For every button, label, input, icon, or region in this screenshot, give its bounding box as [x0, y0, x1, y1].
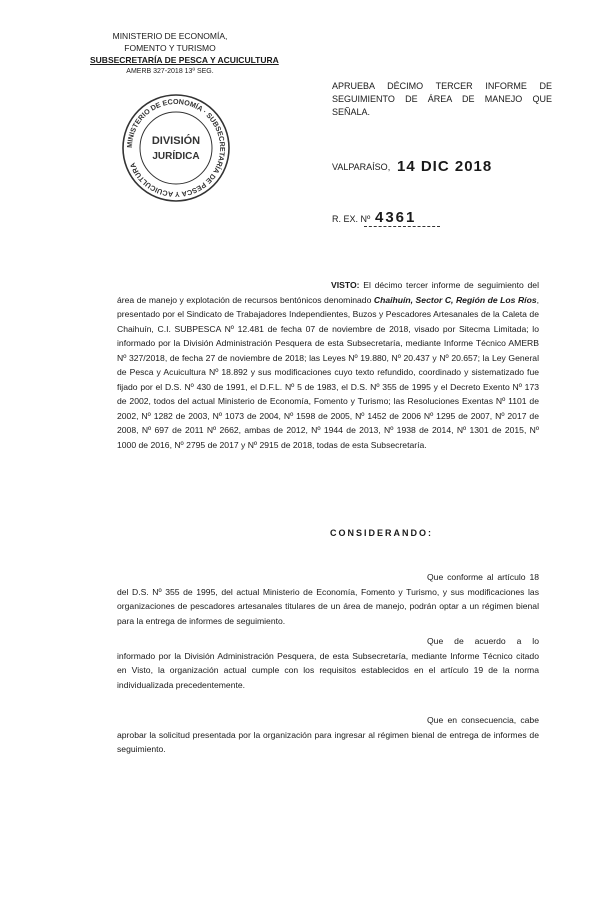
- visto-text-2: , presentado por el Sindicato de Trabajadores Independientes, Buzos y Pescadores Artesanales de la Caleta de Chaihuín, C.I. SUBPESCA Nº 12.481 de fecha 07 de noviembre de 2018, visado por Sitecma Limitada; lo informado por la División Administración Pesquera de esta Subsecretaría, mediante Informe Técnico AMERB Nº 327/2018, de fecha 27 de noviembre de 2018; las Leyes Nº 19.880, Nº 20.437 y Nº 20.657; la Ley General de Pesca y Acuicultura Nº 18.892 y sus modificaciones cuyo texto refundido, coordinado y sistematizado fue fijado por el D.S. Nº 430 de 1991, el D.F.L. Nº 5 de 1983, el D.S. Nº 355 de 1995 y el Decreto Exento Nº 173 de 2002, todos del actual Ministerio de Economía, Fomento y Turismo; las Resoluciones Exentas Nº 1101 de 2002, Nº 1282 de 2003, Nº 1073 de 2004, Nº 1598 de 2005, Nº 1452 de 2006 Nº 1295 de 2007, Nº 2017 de 2008, Nº 697 de 2011 Nº 2662, ambas de 2012, Nº 1944 de 2013, Nº 1938 de 2014, Nº 1301 de 2015, Nº 1000 de 2016, Nº 2795 de 2017 y Nº 2915 de 2018, todas de esta Subsecretaría.: [117, 294, 539, 450]
- considerando-heading: CONSIDERANDO:: [330, 528, 434, 538]
- reference-code: AMERB 327-2018 13º SEG.: [126, 68, 214, 75]
- visto-text-1: El décimo tercer informe de seguimiento del área de manejo y explotación de recursos bentónicos denominado: [117, 280, 539, 305]
- considerando-paragraph-2: Que de acuerdo a lo informado por la División Administración Pesquera, de esta Subsecretaría, mediante Informe Técnico citado en Visto, la organización actual cumple con los requisitos establecidos en el artículo 19 de la norma individualizada precedentemente.: [117, 636, 539, 690]
- rex-label: R. EX. Nº: [332, 214, 371, 224]
- date-stamp: 14 DIC 2018: [397, 158, 493, 175]
- title-line-1: APRUEBA DÉCIMO TERCER INFORME DE: [332, 81, 552, 91]
- resolution-title: [332, 80, 552, 119]
- title-line-2: SEGUIMIENTO DE ÁREA DE MANEJO QUE SEÑALA.: [332, 94, 552, 117]
- visto-label: VISTO:: [331, 280, 360, 290]
- stamp-ring-text: MINISTERIO DE ECONOMÍA · SUBSECRETARÍA DE PESCA Y ACUICULTURA: [124, 96, 228, 200]
- considerando-paragraph-3: Que en consecuencia, cabe aprobar la solicitud presentada por la organización para ingresar al régimen bienal de entrega de informes de seguimiento.: [117, 715, 539, 754]
- ministry-name-2: FOMENTO Y TURISMO: [124, 43, 216, 53]
- stamp-line-1: DIVISIÓN: [151, 135, 201, 147]
- rex-underline: [364, 226, 440, 227]
- place-label: VALPARAÍSO,: [332, 162, 391, 172]
- rex-number: 4361: [375, 209, 417, 226]
- area-name: Chaihuín, Sector C, Región de Los Ríos: [373, 294, 537, 305]
- considerando-paragraph-1: Que conforme al artículo 18 del D.S. Nº 355 de 1995, del actual Ministerio de Economía, Fomento y Turismo, y sus modificaciones las organizaciones de pescadores artesanales titulares de un área de manejo, podrán optar a un régimen bienal para la entrega de informes de seguimiento.: [117, 572, 539, 626]
- subsecretaria-name: SUBSECRETARÍA DE PESCA Y ACUICULTURA: [90, 55, 279, 65]
- letterhead: [90, 30, 279, 78]
- stamp-line-2: JURÍDICA: [152, 151, 200, 162]
- ministry-name: MINISTERIO DE ECONOMÍA,: [112, 31, 228, 41]
- division-juridica-stamp: [120, 92, 232, 204]
- visto-paragraph: [117, 278, 539, 452]
